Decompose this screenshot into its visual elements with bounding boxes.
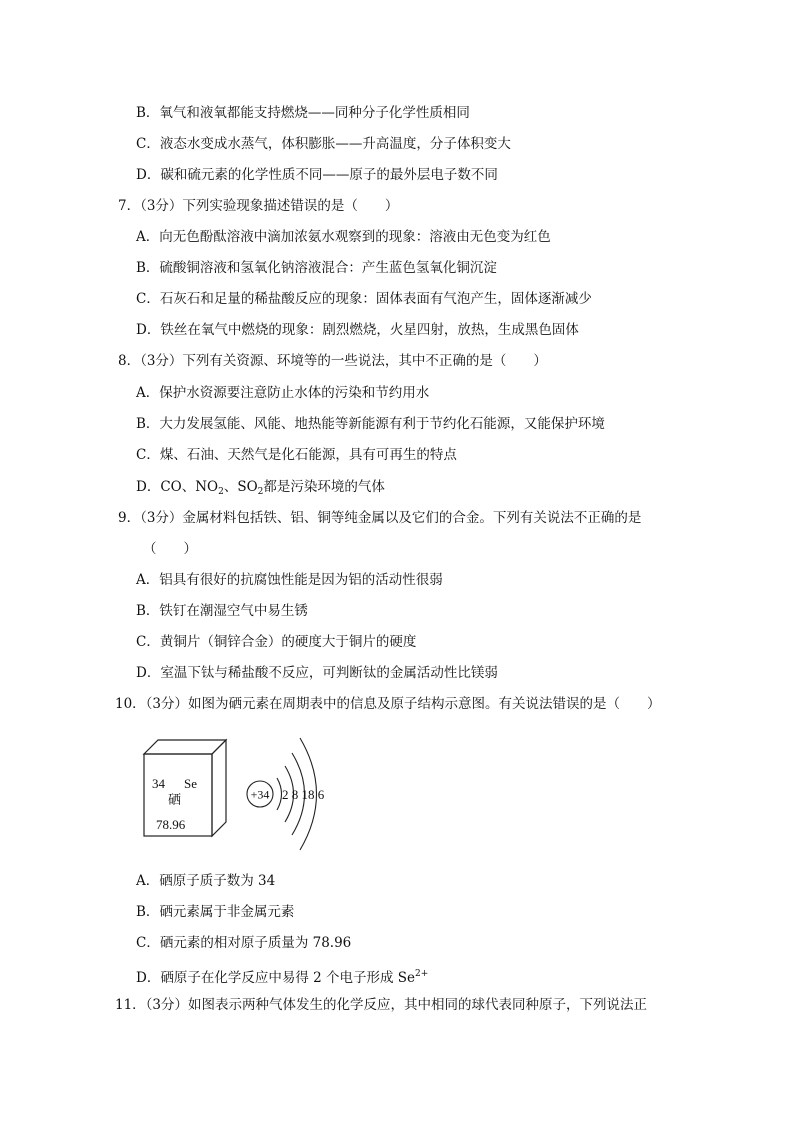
q8-option-b: B．大力发展氢能、风能、地热能等新能源有利于节约化石能源，又能保护环境	[136, 416, 605, 432]
q7-option-a: A．向无色酚酞溶液中滴加浓氨水观察到的现象：溶液由无色变为红色	[136, 229, 551, 245]
q10-option-b: B．硒元素属于非金属元素	[136, 904, 295, 920]
q9-stem-cont: （ ）	[143, 541, 197, 557]
q8-d-sub1: 2	[218, 487, 224, 497]
q9-option-a: A．铝具有很好的抗腐蚀性能是因为铝的活动性很弱	[136, 572, 443, 588]
q9-option-c: C．黄铜片（铜锌合金）的硬度大于铜片的硬度	[136, 634, 417, 650]
selenium-figure	[140, 730, 340, 860]
q6-option-d: D．碳和硫元素的化学性质不同——原子的最外层电子数不同	[136, 167, 498, 183]
q8-d-sub2: 2	[257, 487, 264, 497]
q6-option-b: B．氧气和液氧都能支持燃烧——同种分子化学性质相同	[136, 105, 470, 121]
q7-option-c: C．石灰石和足量的稀盐酸反应的现象：固体表面有气泡产生，固体逐渐减少	[136, 291, 592, 307]
q8-option-c: C．煤、石油、天然气是化石能源，具有可再生的特点	[136, 447, 457, 463]
q7-option-b: B．硫酸铜溶液和氢氧化钠溶液混合：产生蓝色氢氧化铜沉淀	[136, 260, 497, 276]
q8-d-prefix: D．CO、NO	[136, 479, 219, 495]
q10-stem: 10．（3分）如图为硒元素在周期表中的信息及原子结构示意图。有关说法错误的是（ ）	[115, 696, 661, 712]
q6-option-c: C．液态水变成水蒸气，体积膨胀——升高温度，分子体积变大	[136, 136, 511, 152]
q8-option-d	[136, 478, 385, 501]
q9-option-b: B．铁钉在潮湿空气中易生锈	[136, 603, 308, 619]
q11-stem: 11．（3分）如图表示两种气体发生的化学反应，其中相同的球代表同种原子，下列说法正	[115, 997, 648, 1013]
q10-option-d	[136, 965, 428, 987]
nucleus-charge: +34	[250, 787, 270, 802]
q8-d-mid: 、SO	[223, 479, 258, 495]
q9-option-d: D．室温下钛与稀盐酸不反应，可判断钛的金属活动性比镁弱	[136, 665, 498, 681]
atomic-structure	[247, 738, 325, 850]
electron-shells: 2 8 18 6	[282, 787, 325, 802]
q9-stem: 9．（3分）金属材料包括铁、铝、铜等纯金属以及它们的合金。下列有关说法不正确的是	[118, 510, 642, 526]
q10-d-text: D．硒原子在化学反应中易得 2 个电子形成 Se	[136, 970, 416, 986]
element-cell	[144, 740, 226, 836]
q10-d-sup: 2+	[415, 969, 429, 979]
q8-d-suffix: 都是污染环境的气体	[263, 479, 385, 495]
element-symbol: Se	[184, 776, 197, 791]
q8-stem: 8．（3分）下列有关资源、环境等的一些说法，其中不正确的是（ ）	[118, 353, 547, 369]
q7-stem: 7．（3分）下列实验现象描述错误的是（ ）	[118, 198, 399, 214]
element-name: 硒	[168, 792, 182, 807]
atomic-mass: 78.96	[156, 817, 186, 832]
q7-option-d: D．铁丝在氧气中燃烧的现象：剧烈燃烧，火星四射，放热，生成黑色固体	[136, 322, 579, 338]
atomic-number: 34	[152, 776, 165, 791]
q8-option-a: A．保护水资源要注意防止水体的污染和节约用水	[136, 385, 430, 401]
q10-option-a: A．硒原子质子数为 34	[136, 873, 276, 889]
q10-option-c: C．硒元素的相对原子质量为 78.96	[136, 935, 352, 951]
